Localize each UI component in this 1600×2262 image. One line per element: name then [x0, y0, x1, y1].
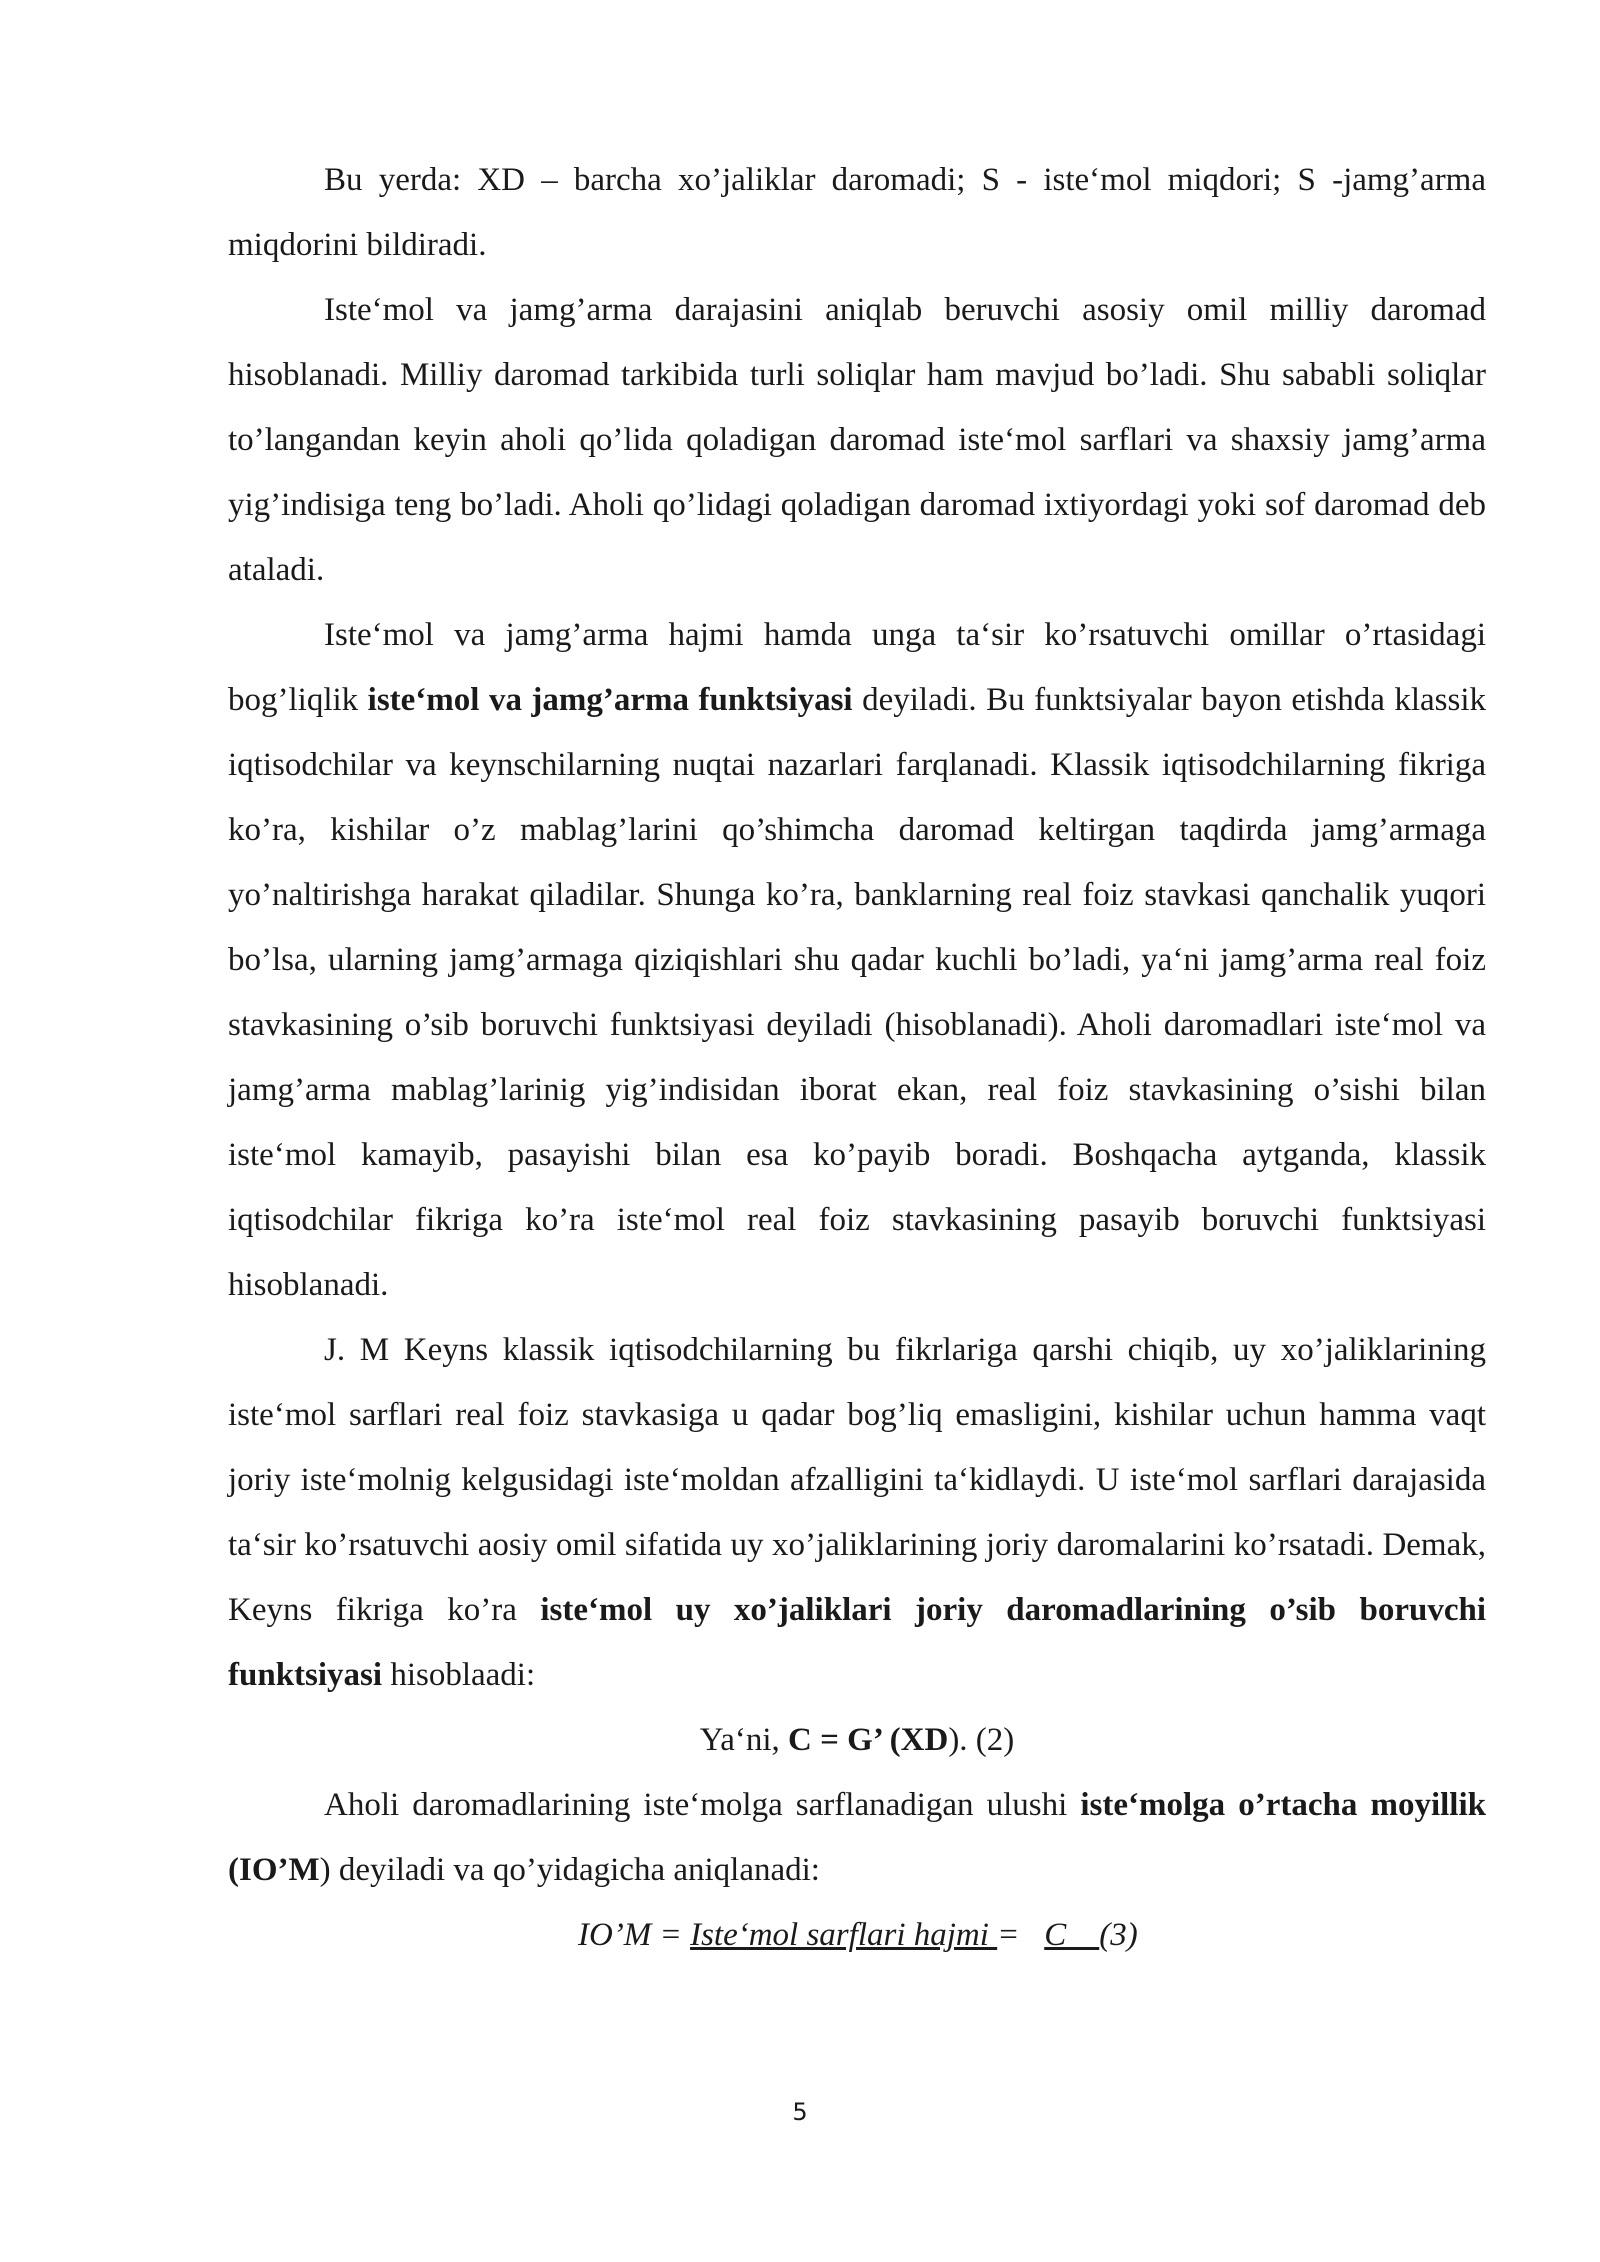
formula-3-c: C	[1044, 1917, 1075, 1953]
page-number: 5	[792, 2098, 808, 2126]
paragraph-5-text-a: Aholi daromadlarining iste‘molga sarflanadigan ulushi	[324, 1787, 1081, 1823]
paragraph-5-text-c: ) deyiladi va qo’yidagicha aniqlanadi:	[319, 1852, 820, 1888]
formula-3-numerator-text: Iste‘mol sarflari hajmi	[690, 1917, 998, 1953]
paragraph-1: Bu yerda: XD – barcha xo’jaliklar daromadi; S - iste‘mol miqdori; S -jamg’arma miqdorini bildiradi.	[228, 162, 1486, 263]
formula-3	[228, 1903, 1486, 1968]
formula-3-lhs: IO’M =	[578, 1917, 691, 1953]
formula-2-bold-2: XD	[900, 1722, 949, 1758]
formula-3-equals: =	[997, 1917, 1028, 1953]
formula-3-number: (3)	[1099, 1917, 1138, 1953]
paragraph-4-bold-term: iste‘mol uy xo’jaliklari joriy daromadlarining o’sib boruvchi funktsiyasi	[228, 1592, 1486, 1693]
formula-2-prefix: Ya‘ni,	[699, 1722, 789, 1758]
paragraph-3-text-c: deyiladi. Bu funktsiyalar bayon etishda klassik iqtisodchilar va keynschilarning nuqtai nazarlari farqlanadi. Klassik iqtisodchilarning fikriga ko’ra, kishilar o’z mablag’larini qo’shimcha daromad keltirgan taqdirda jamg’armaga yo’naltirishga harakat qiladilar. Shunga ko’ra, banklarning real foiz stavkasi qanchalik yuqori bo’lsa, ularning jamg’armaga qiziqishlari shu qadar kuchli bo’ladi, ya‘ni jamg’arma real foiz stavkasining o’sib boruvchi funktsiyasi deyiladi (hisoblanadi). Aholi daromadlari iste‘mol va jamg’arma mablag’larinig yig’indisidan iborat ekan, real foiz stavkasining o’sishi bilan iste‘mol kamayib, pasayishi bilan esa ko’payib boradi. Boshqacha aytganda, klassik iqtisodchilar fikriga ko’ra iste‘mol real foiz stavkasining pasayib boruvchi funktsiyasi hisoblanadi.	[228, 682, 1486, 1303]
document-page	[228, 148, 1486, 1968]
paragraph-5	[228, 1773, 1486, 1903]
formula-2-suffix: ). (2)	[948, 1722, 1015, 1758]
formula-2	[228, 1708, 1486, 1773]
paragraph-4	[228, 1318, 1486, 1708]
paragraph-4-text-a: J. M Keyns klassik iqtisodchilarning bu fikrlariga qarshi chiqib, uy xo’jaliklarining iste‘mol sarflari real foiz stavkasiga u qadar bog’liq emasligini, kishilar uchun hamma vaqt joriy iste‘molnig kelgusidagi iste‘moldan afzalligini ta‘kidlaydi. U iste‘mol sarflari darajasida ta‘sir ko’rsatuvchi aosiy omil sifatida uy xo’jaliklarining joriy daromalarini ko’rsatadi. Demak, Keyns fikriga ko’ra	[228, 1332, 1486, 1628]
paragraph-3-bold-term: iste‘mol va jamg’arma funktsiyasi	[367, 682, 853, 718]
paragraph-5-bold-term: iste‘molga o’rtacha moyillik (IO’M	[228, 1787, 1486, 1888]
formula-2-bold-1: C = G’ (	[788, 1722, 901, 1758]
paragraph-3	[228, 603, 1486, 1318]
paragraph-3-text-a: Iste‘mol va jamg’arma hajmi hamda unga ta‘sir ko’rsatuvchi omillar o’rtasidagi bog’liqlik	[228, 617, 1486, 718]
paragraph-4-text-c: hisoblaadi:	[382, 1657, 536, 1693]
paragraph-2: Iste‘mol va jamg’arma darajasini aniqlab beruvchi asosiy omil milliy daromad hisoblanadi. Milliy daromad tarkibida turli soliqlar ham mavjud bo’ladi. Shu sababli soliqlar to’langandan keyin aholi qo’lida qoladigan daromad iste‘mol sarflari va shaxsiy jamg’arma yig’indisiga teng bo’ladi. Aholi qo’lidagi qoladigan daromad ixtiyordagi yoki sof daromad deb ataladi.	[228, 292, 1486, 588]
